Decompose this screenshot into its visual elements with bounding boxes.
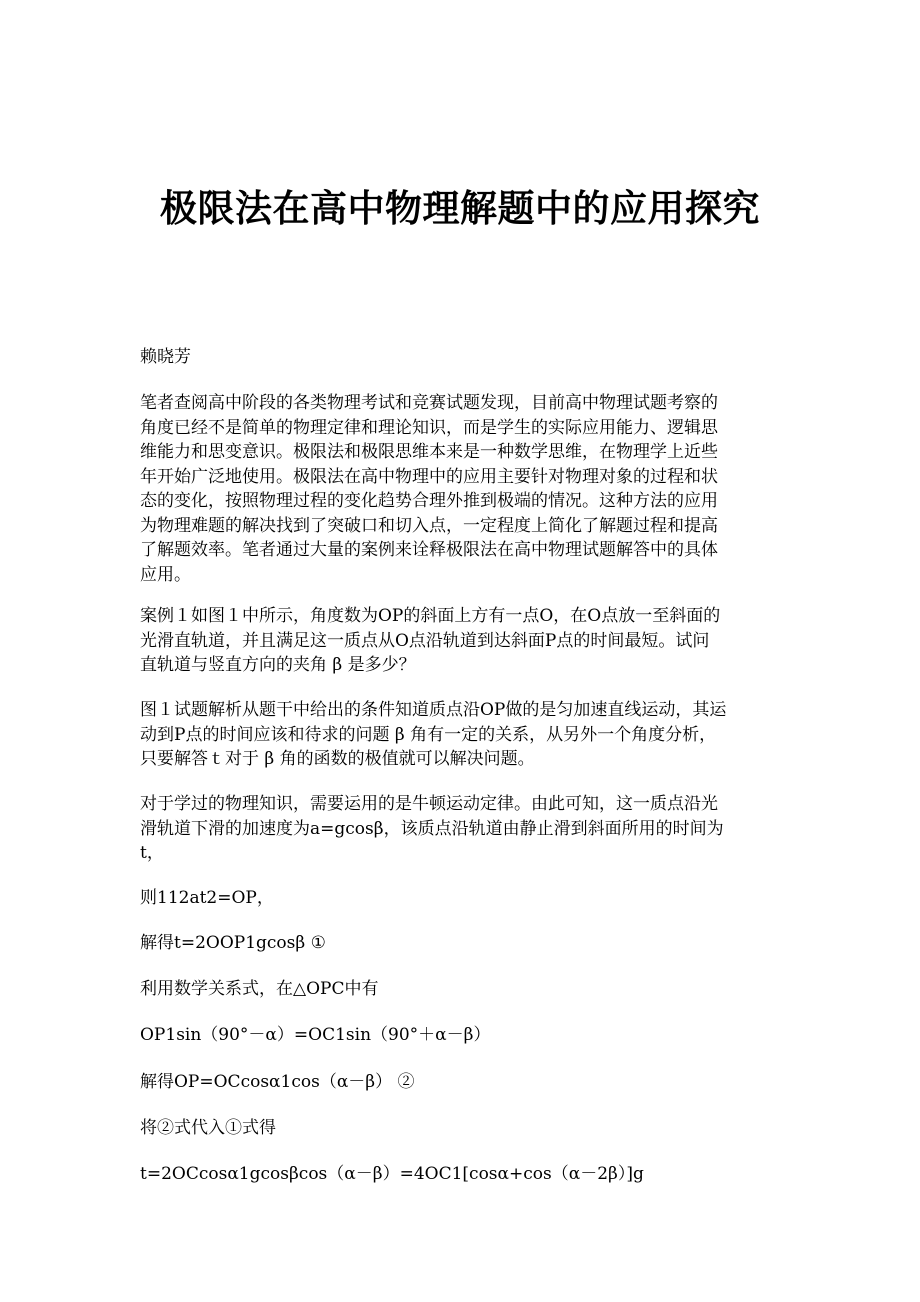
text-line: 应用。 [140,564,191,585]
text-line: 则112at2=OP， [140,888,274,908]
equation-line [140,931,782,956]
text-line: 将②式代入①式得 [140,1118,276,1138]
text-line: 对于学过的物理知识，需要运用的是牛顿运动定律。由此可知，这一质点沿光 [140,794,718,814]
text-line: 只要解答ｔ对于 β 角的函数的极值就可以解决问题。 [140,749,535,769]
paragraph-case-1 [140,604,782,678]
paragraph-intro [140,391,782,587]
equation-line [140,1162,782,1187]
equation-line [140,1070,782,1095]
text-line: 态的变化，按照物理过程的变化趋势合理外推到极端的情况。这种方法的应用 [140,491,718,511]
text-line: 滑轨道下滑的加速度为a=gcosβ，该质点沿轨道由静止滑到斜面所用的时间为 [140,818,724,839]
text-line: t=2OCcosα1gcosβcos（α－β）=4OC1[cosα+cos（α－2β）]g [140,1164,644,1184]
paragraph-newton [140,792,782,866]
text-line: OP1sin（90°－α）=OC1sin（90°＋α－β） [140,1025,491,1045]
text-line: 维能力和思变意识。极限法和极限思维本来是一种数学思维，在物理学上近些 [140,442,718,462]
text-line: 图１试题解析从题干中给出的条件知道质点沿OP做的是匀加速直线运动，其运 [140,700,727,720]
paragraph-analysis [140,698,782,772]
paragraph-substitute [140,1116,782,1141]
text-line: 利用数学关系式，在△OPC中有 [140,979,379,999]
paragraph-triangle [140,977,782,1002]
equation-line [140,1023,782,1048]
text-line: 角度已经不是简单的物理定律和理论知识，而是学生的实际应用能力、逻辑思 [140,417,718,438]
text-line: 解得OP=OCcosα1cos（α－β） ② [140,1072,415,1092]
author-name: 赖晓芳 [140,347,191,367]
text-line: 案例１如图１中所示，角度数为OP的斜面上方有一点O，在O点放一至斜面的 [140,606,721,626]
text-line: 动到P点的时间应该和待求的问题 β 角有一定的关系，从另外一个角度分析， [140,724,717,745]
equation-line [140,886,782,911]
text-line: 年开始广泛地使用。极限法在高中物理中的应用主要针对物理对象的过程和状 [140,466,718,487]
text-line: 笔者查阅高中阶段的各类物理考试和竞赛试题发现，目前高中物理试题考察的 [140,393,718,413]
text-line: 了解题效率。笔者通过大量的案例来诠释极限法在高中物理试题解答中的具体 [140,540,718,560]
text-line: 为物理难题的解决找到了突破口和切入点，一定程度上简化了解题过程和提高 [140,515,718,536]
document-title: 极限法在高中物理解题中的应用探究 [160,186,760,230]
text-line: 解得t=2OOP1gcosβ ① [140,933,326,953]
text-line: 直轨道与竖直方向的夹角 β 是多少？ [140,655,416,675]
text-line: 光滑直轨道，并且满足这一质点从O点沿轨道到达斜面P点的时间最短。试问 [140,630,710,651]
text-line: t， [140,843,164,863]
